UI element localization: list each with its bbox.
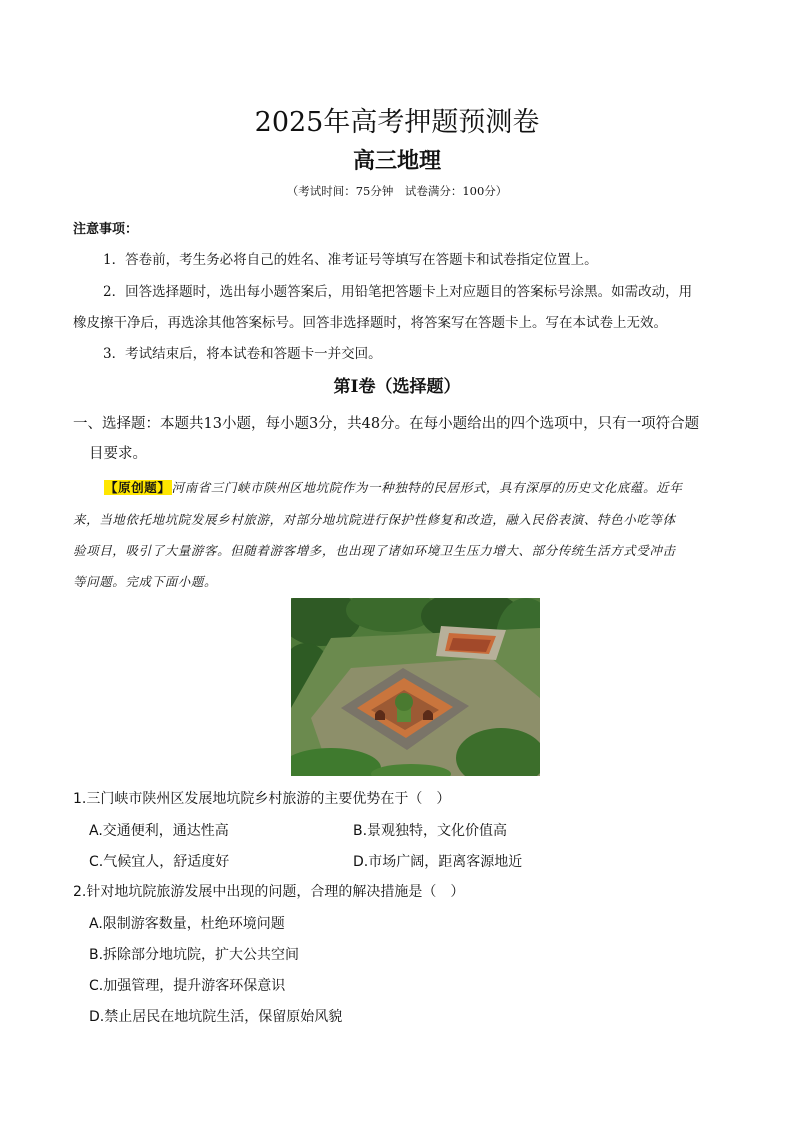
notice-item-1: 1．答卷前，考生务必将自己的姓名、准考证号等填写在答题卡和试卷指定位置上。 [103,252,598,268]
exam-meta: （考试时间：75分钟 试卷满分：100分） [286,184,508,198]
section-intro-line-2: 目要求。 [89,446,147,462]
passage-line-2: 来，当地依托地坑院发展乡村旅游，对部分地坑院进行保护性修复和改造，融入民俗表演、特色小吃等体 [73,512,676,527]
question-1-option-b[interactable]: B.景观独特，文化价值高 [353,823,508,839]
notice-heading: 注意事项： [73,222,139,237]
cave-dwelling-photo [291,598,540,776]
question-2-option-d[interactable]: D.禁止居民在地坑院生活，保留原始风貌 [89,1009,343,1025]
question-1-option-a[interactable]: A.交通便利，通达性高 [89,823,229,839]
passage-line-4: 等问题。完成下面小题。 [73,574,218,589]
notice-item-3: 3．考试结束后，将本试卷和答题卡一并交回。 [103,346,382,362]
notice-item-2-line-1: 2．回答选择题时，选出每小题答案后，用铅笔把答题卡上对应题目的答案标号涂黑。如需改动，用 [103,284,693,300]
question-2-option-b[interactable]: B.拆除部分地坑院，扩大公共空间 [89,947,300,963]
passage-line-1 [104,478,682,496]
question-2-stem: 2.针对地坑院旅游发展中出现的问题，合理的解决措施是（ ） [73,884,465,900]
section-heading: 第Ⅰ卷（选择题） [333,377,461,397]
passage-line-3: 验项目，吸引了大量游客。但随着游客增多，也出现了诸如环境卫生压力增大、部分传统生活方式受冲击 [73,543,676,558]
exam-title: 2025年高考押题预测卷 [254,107,540,138]
passage-line-1-text: 河南省三门峡市陕州区地坑院作为一种独特的民居形式，具有深厚的历史文化底蕴。近年 [171,480,683,495]
notice-item-2-line-2: 橡皮擦干净后，再选涂其他答案标号。回答非选择题时，将答案写在答题卡上。写在本试卷上无效。 [73,315,667,331]
question-2-option-a[interactable]: A.限制游客数量，杜绝环境问题 [89,916,285,932]
section-intro-line-1: 一、选择题：本题共13小题，每小题3分，共48分。在每小题给出的四个选项中，只有一项符合题 [73,416,700,432]
question-2-option-c[interactable]: C.加强管理，提升游客环保意识 [89,978,286,994]
question-1-option-c[interactable]: C.气候宜人，舒适度好 [89,854,230,870]
exam-subtitle: 高三地理 [352,148,441,174]
question-1-stem: 1.三门峡市陕州区发展地坑院乡村旅游的主要优势在于（ ） [73,791,451,807]
original-question-tag: 【原创题】 [105,480,171,495]
question-1-option-d[interactable]: D.市场广阔，距离客源地近 [353,854,523,870]
